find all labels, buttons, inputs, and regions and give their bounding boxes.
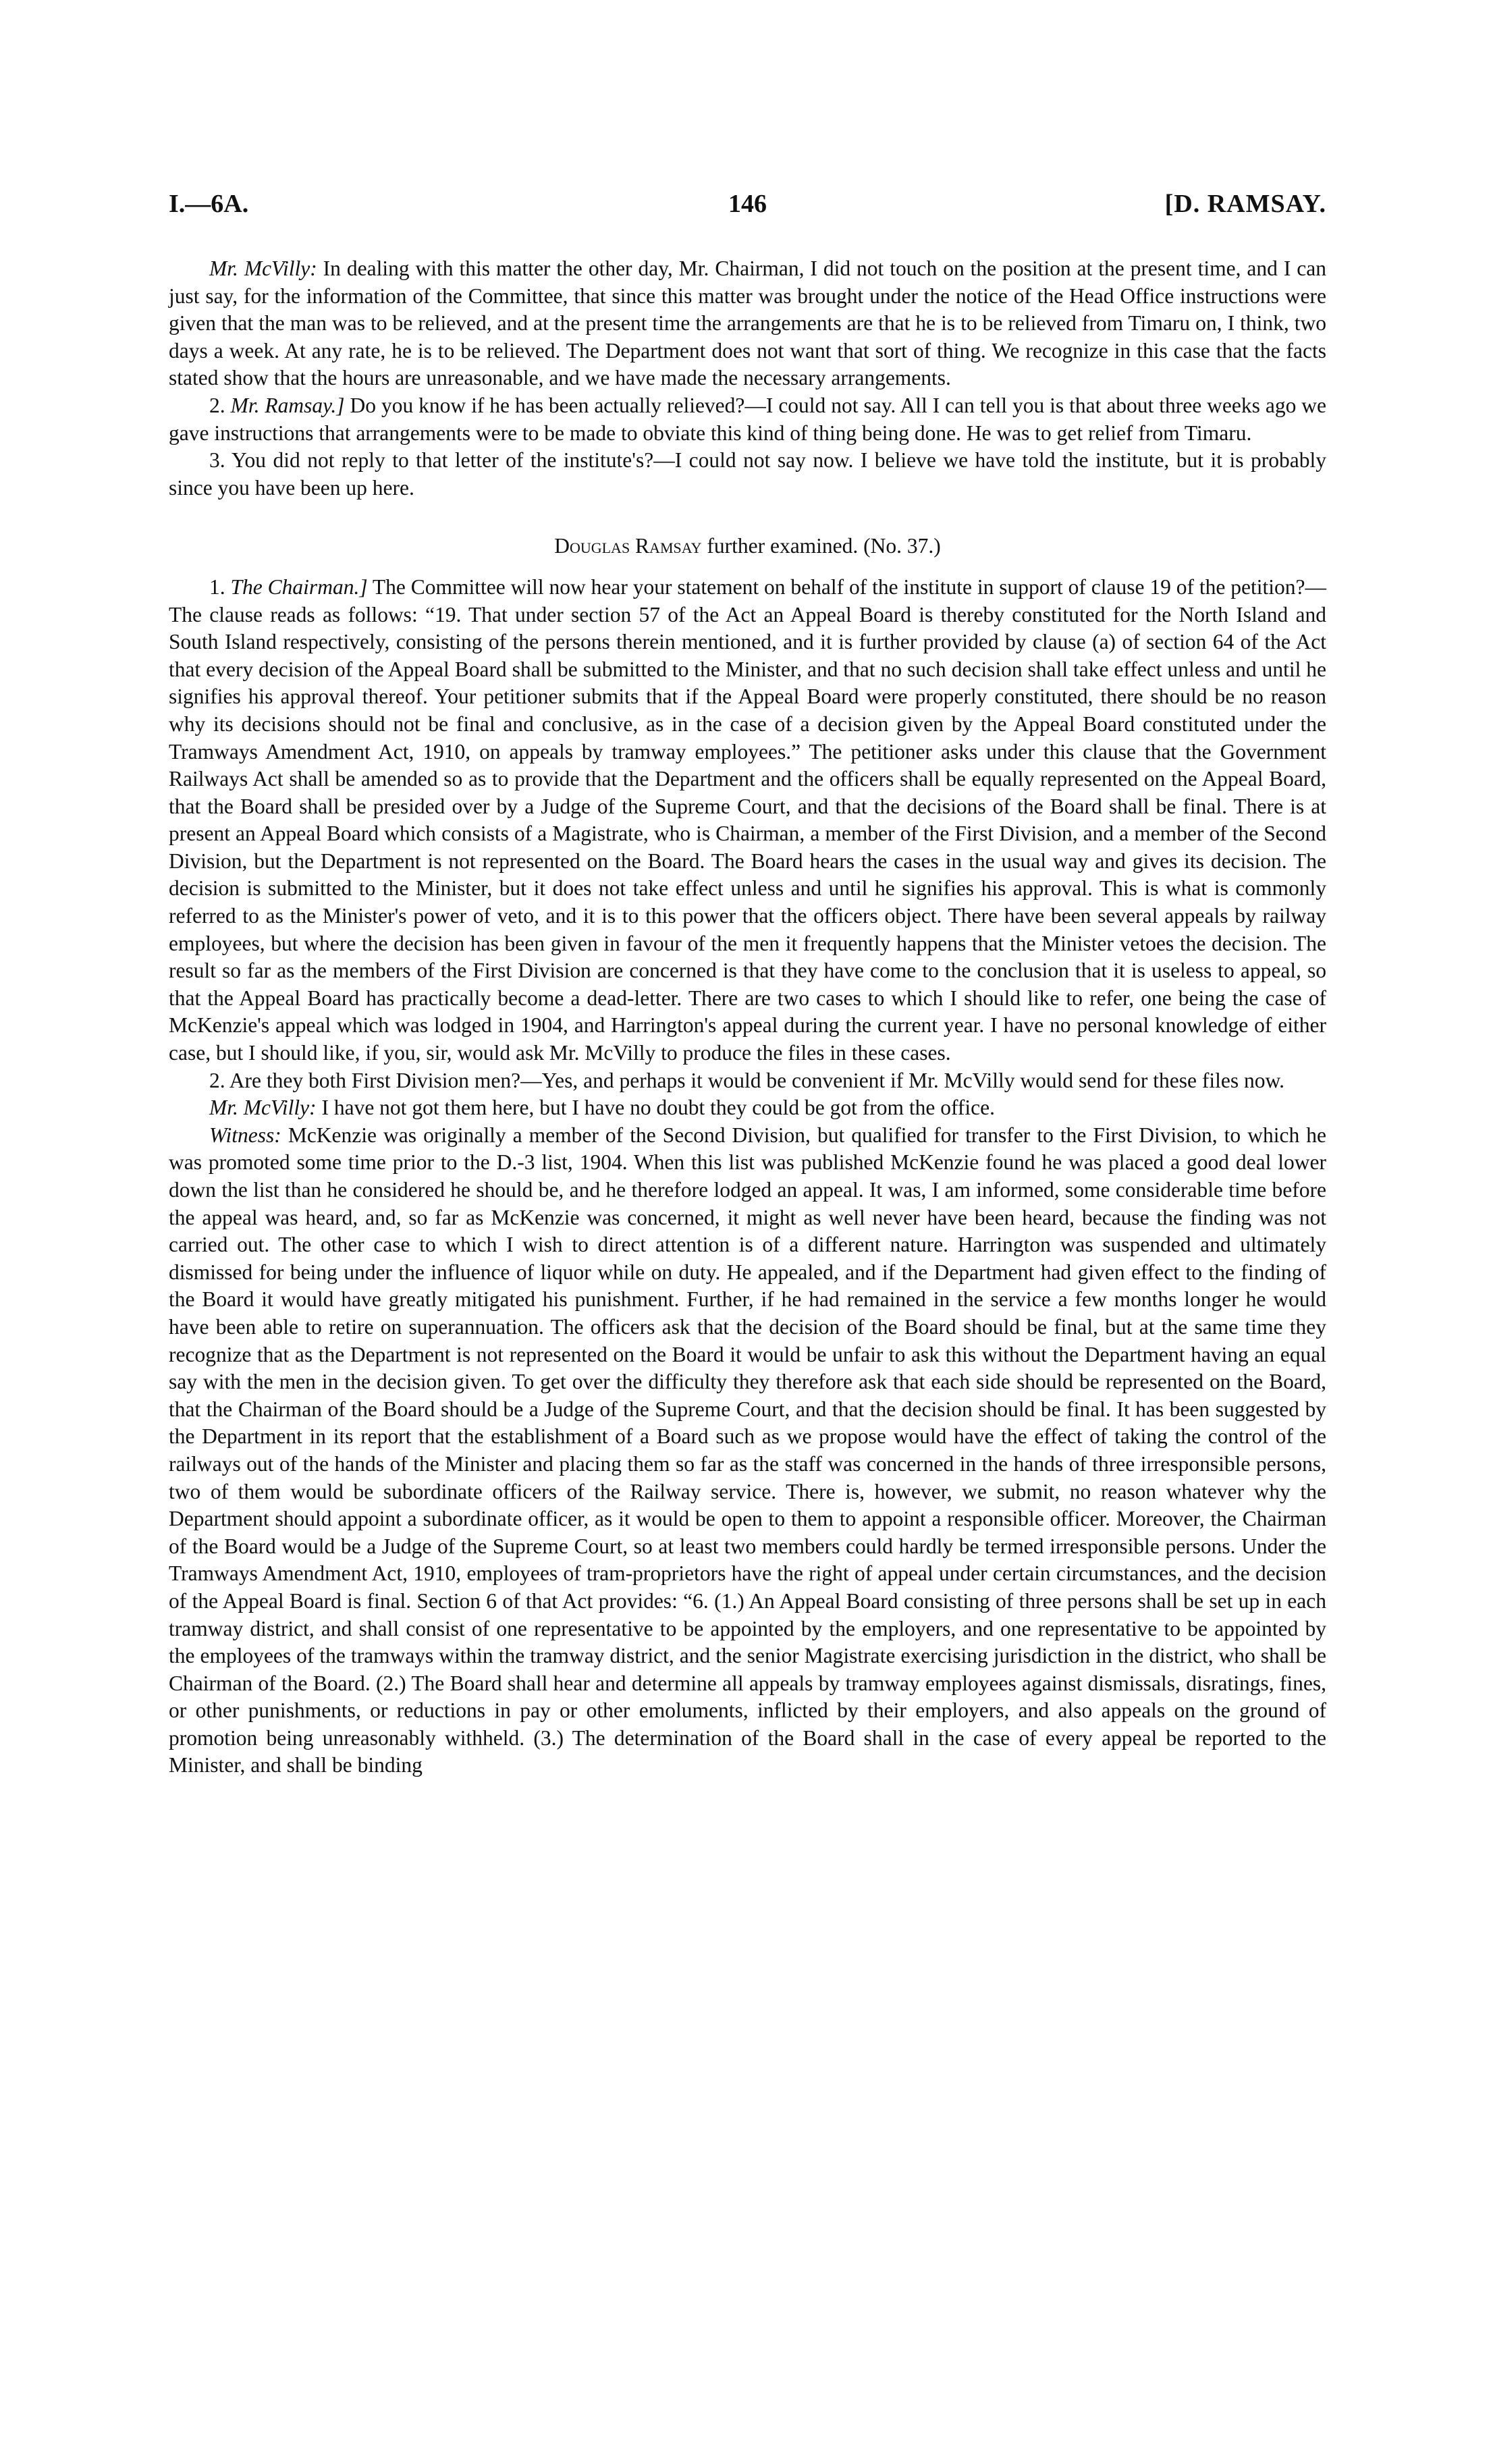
- paragraph: 3. You did not reply to that letter of the institute's?—I could not say now. I believe we have told the institute, but it is probably since you have been up here.: [169, 448, 1326, 500]
- paragraph: Witness: McKenzie was originally a member of the Second Division, but qualified for transfer to the First Division, to which he was promoted some time prior to the D.-3 list, 1904. When this list was published McKenzie found he was placed a good deal lower down the list than he considered he should be, and he therefore lodged an appeal. It was, I am informed, some considerable time before the appeal was heard, and, so far as McKenzie was concerned, it might as well never have been heard, because the finding was not carried out. The other case to which I wish to direct attention is of a different nature. Harrington was suspended and ultimately dismissed for being under the influence of liquor while on duty. He appealed, and if the Department had given effect to the finding of the Board it would have greatly mitigated his punishment. Further, if he had remained in the service a few months longer he would have been able to retire on superannuation. The officers ask that the decision of the Board should be final, but at the same time they recognize that as the Department is not represented on the Board it would be unfair to ask this without the Department having an equal say with the men in the decision given. To get over the difficulty they therefore ask that each side should be represented on the Board, that the Chairman of the Board should be a Judge of the Supreme Court, and that the decision should be final. It has been suggested by the Department in its report that the establishment of a Board such as we propose would have the effect of taking the control of the railways out of the hands of the Minister and placing them so far as the staff was concerned in the hands of three irresponsible persons, two of them would be subordinate officers of the Railway service. There is, however, we submit, no reason whatever why the Department should appoint a subordinate officer, as it would be open to them to appoint a responsible officer. Moreover, the Chairman of the Board would be a Judge of the Supreme Court, so at least two members could hardly be termed irresponsible persons. Under the Tramways Amendment Act, 1910, employees of tram-proprietors have the right of appeal under certain circumstances, and the decision of the Appeal Board is final. Section 6 of that Act provides: “6. (1.) An Appeal Board consisting of three persons shall be set up in each tramway district, and shall consist of one representative to be appointed by the employers, and one representative to be appointed by the employees of the tramways within the tramway district, and the senior Magistrate exercising jurisdiction in the district, who shall be Chairman of the Board. (2.) The Board shall hear and determine all appeals by tramway employees against dismissals, disratings, fines, or other punishments, or reductions in pay or other emoluments, inflicted by their employers, and also appeals on the ground of promotion being unreasonably withheld. (3.) The determination of the Board shall in the case of every appeal be reported to the Minister, and shall be binding: [169, 1123, 1326, 1777]
- paper-reference: I.—6A.: [169, 190, 249, 218]
- speaker: The Chairman.]: [230, 574, 368, 599]
- speaker: Mr. McVilly:: [209, 257, 317, 280]
- paragraph: Mr. McVilly: In dealing with this matter the other day, Mr. Chairman, I did not touch on the position at the present time, and I can just say, for the information of the Committee, that since this matter was brought under the notice of the Head Office instructions were given that the man was to be relieved, and at the present time the arrangements are that he is to be relieved from Timaru on, I think, two days a week. At any rate, he is to be relieved. The Department does not want that sort of thing. We recognize in this case that the facts stated show that the hours are unreasonable, and we have made the necessary arrangements.: [169, 257, 1327, 390]
- speaker: Mr. Ramsay.]: [230, 393, 345, 417]
- paragraph: 1. The Chairman.] The Committee will now hear your statement on behalf of the institute in support of clause 19 of the petition?—The clause reads as follows: “19. That under section 57 of the Act an Appeal Board is thereby constituted for the North Island and South Island respectively, consisting of the persons therein mentioned, and it is further provided by clause (a) of section 64 of the Act that every decision of the Appeal Board shall be submitted to the Minister, and that no such decision shall take effect unless and until he signifies his approval thereof. Your petitioner submits that if the Appeal Board were properly constituted, there should be no reason why its decisions should not be final and conclusive, as in the case of a decision given by the Appeal Board constituted under the Tramways Amendment Act, 1910, on appeals by tramway employees.” The petitioner asks under this clause that the Government Railways Act shall be amended so as to provide that the Department and the officers shall be equally represented on the Appeal Board, that the Board shall be presided over by a Judge of the Supreme Court, and that the decisions of the Board shall be final. There is at present an Appeal Board which consists of a Magistrate, who is Chairman, a member of the First Division, and a member of the Second Division, but the Department is not represented on the Board. The Board hears the cases in the usual way and gives its decision. The decision is submitted to the Minister, but it does not take effect unless and until he signifies his approval. This is what is commonly referred to as the Minister's power of veto, and it is to this power that the officers object. There have been several appeals by railway employees, but where the decision has been given in favour of the men it frequently happens that the Minister vetoes the decision. The result so far as the members of the First Division are concerned is that they have come to the conclusion that it is useless to appeal, so that the Appeal Board has practically become a dead-letter. There are two cases to which I should like to refer, one being the case of McKenzie's appeal which was lodged in 1904, and Harrington's appeal during the current year. I have no personal knowledge of either case, but I should like, if you, sir, would ask Mr. McVilly to produce the files in these cases.: [169, 574, 1327, 1065]
- document-page: [169, 189, 1326, 1779]
- body-text: [169, 255, 1326, 1779]
- speaker: Witness:: [209, 1123, 281, 1147]
- paragraph: Mr. McVilly: I have not got them here, but I have no doubt they could be got from the office.: [209, 1096, 995, 1120]
- section-heading: Douglas Ramsay further examined. (No. 37.): [554, 534, 941, 558]
- speaker-reference: [D. RAMSAY.: [1164, 190, 1326, 218]
- paragraph: 2. Mr. Ramsay.] Do you know if he has been actually relieved?—I could not say. All I can tell you is that about three weeks ago we gave instructions that arrangements were to be made to obviate this kind of thing being done. He was to get relief from Timaru.: [169, 393, 1326, 445]
- page-number: 146: [728, 190, 767, 218]
- paragraph: 2. Are they both First Division men?—Yes, and perhaps it would be convenient if Mr. McVilly would send for these files now.: [209, 1068, 1285, 1092]
- speaker: Mr. McVilly:: [209, 1096, 317, 1120]
- page-header: [169, 189, 1326, 230]
